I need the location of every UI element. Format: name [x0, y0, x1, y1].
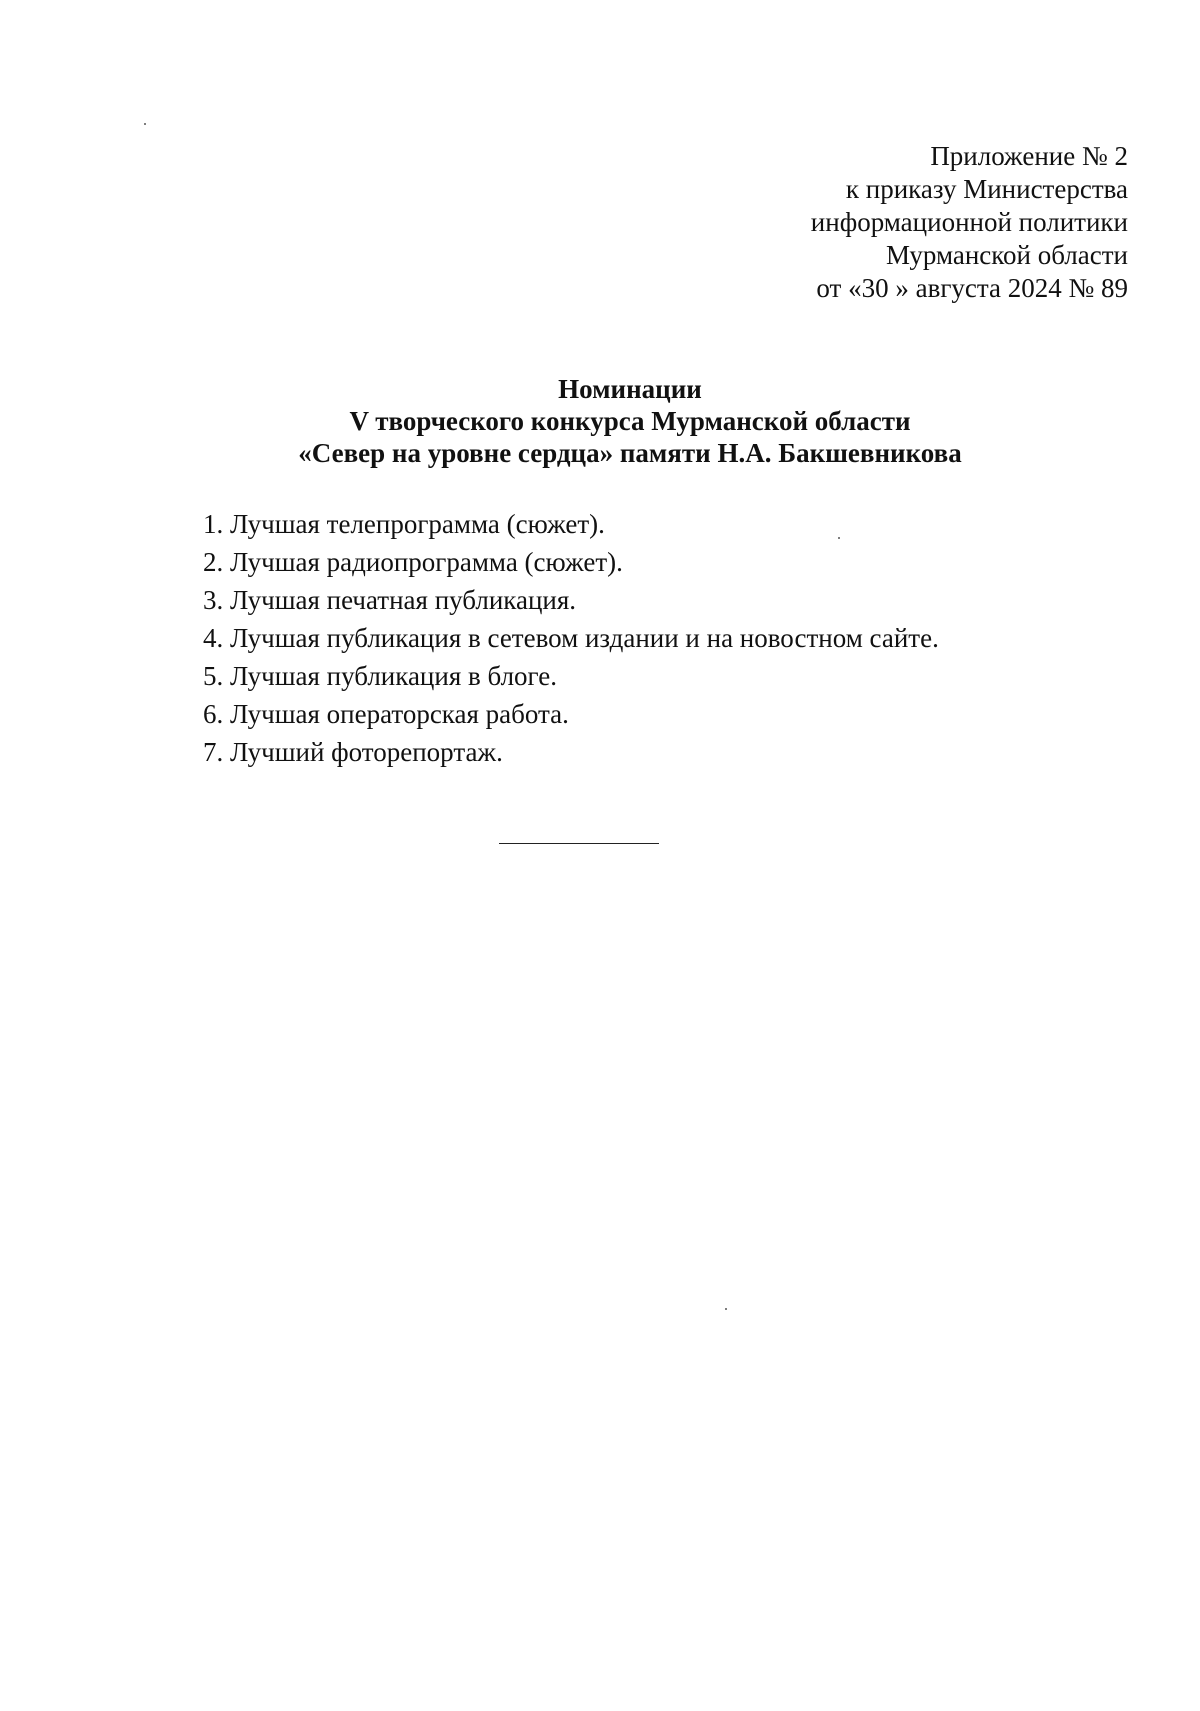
- list-item: 1. Лучшая телепрограмма (сюжет).: [203, 509, 605, 539]
- annex-date-number: от «30 » августа 2024 № 89: [816, 273, 1128, 303]
- list-item: 4. Лучшая публикация в сетевом издании и на новостном сайте.: [203, 623, 939, 653]
- list-item: 7. Лучший фоторепортаж.: [203, 737, 503, 767]
- list-item: 2. Лучшая радиопрограмма (сюжет).: [203, 547, 623, 577]
- annex-header: [811, 140, 1128, 305]
- nominations-list: [203, 505, 939, 771]
- list-item: 3. Лучшая печатная публикация.: [203, 585, 577, 615]
- annex-ministry: информационной политики: [810, 207, 1128, 237]
- scan-speck: [725, 1308, 727, 1310]
- title-contest: V творческого конкурса Мурманской области: [349, 406, 911, 436]
- list-item: 5. Лучшая публикация в блоге.: [203, 661, 557, 691]
- annex-order-reference: к приказу Министерства: [845, 174, 1128, 204]
- annex-number: Приложение № 2: [930, 141, 1128, 171]
- annex-region: Мурманской области: [886, 240, 1128, 270]
- document-title: [0, 373, 1200, 469]
- title-heading: Номинации: [558, 374, 702, 404]
- closing-divider: [499, 843, 659, 844]
- scan-speck: [144, 123, 146, 125]
- list-item: 6. Лучшая операторская работа.: [203, 699, 569, 729]
- title-contest-name: «Север на уровне сердца» памяти Н.А. Бакшевникова: [298, 438, 962, 468]
